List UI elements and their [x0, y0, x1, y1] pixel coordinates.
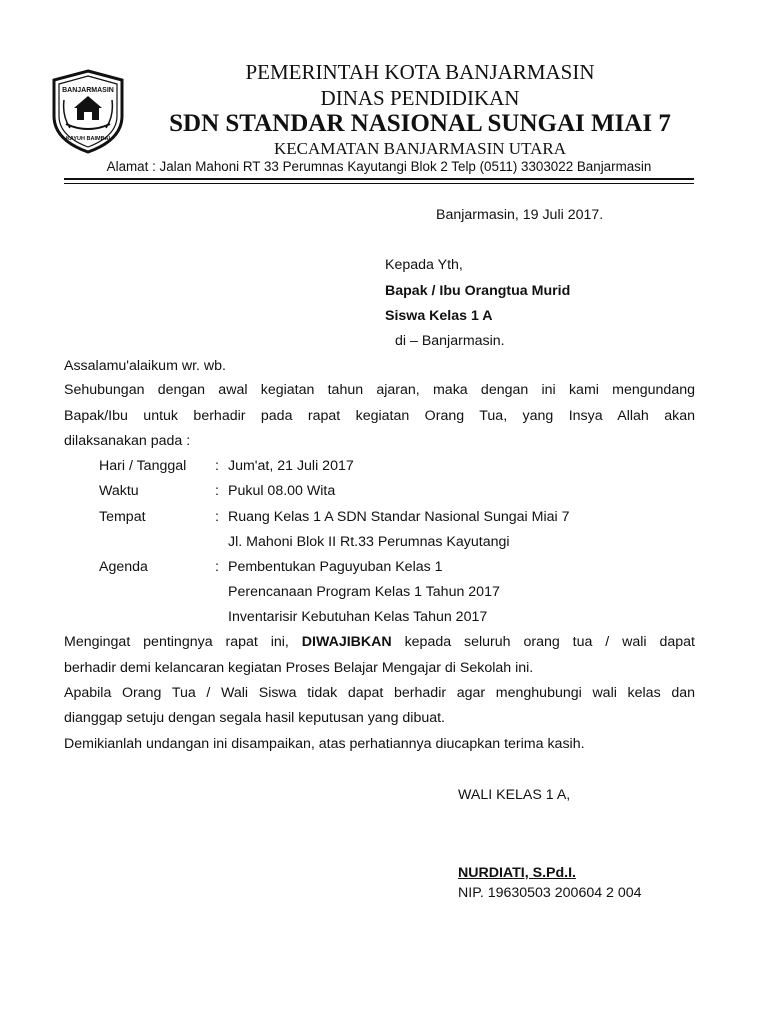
detail-colon: :: [215, 559, 219, 575]
detail-value-tempat-1: Ruang Kelas 1 A SDN Standar Nasional Sungai Miai 7: [228, 509, 570, 525]
absence-line-2: dianggap setuju dengan segala hasil keputusan yang dibuat.: [64, 710, 445, 726]
signature-title: WALI KELAS 1 A,: [458, 787, 571, 803]
svg-text:BANJARMASIN: BANJARMASIN: [62, 87, 114, 94]
detail-value-hari: Jum'at, 21 Juli 2017: [228, 458, 354, 474]
detail-colon: :: [215, 509, 219, 525]
detail-label-hari: Hari / Tanggal: [99, 458, 187, 474]
detail-value-tempat-2: Jl. Mahoni Blok II Rt.33 Perumnas Kayutangi: [228, 534, 510, 550]
letterhead-government: PEMERINTAH KOTA BANJARMASIN: [245, 60, 595, 84]
letterhead-department: DINAS PENDIDIKAN: [320, 86, 520, 110]
obligation-line-2: berhadir demi kelancaran kegiatan Proses Belajar Mengajar di Sekolah ini.: [64, 660, 534, 676]
recipient-location: di – Banjarmasin.: [395, 333, 505, 349]
absence-line-1: Apabila Orang Tua / Wali Siswa tidak dapat berhadir agar menghubungi wali kelas dan: [64, 685, 695, 701]
letterhead-school-name: SDN STANDAR NASIONAL SUNGAI MIAI 7: [169, 110, 671, 137]
detail-value-waktu: Pukul 08.00 Wita: [228, 483, 336, 499]
closing-sentence: Demikianlah undangan ini disampaikan, atas perhatiannya diucapkan terima kasih.: [64, 736, 585, 752]
detail-label-waktu: Waktu: [99, 483, 139, 499]
signature-name: NURDIATI, S.Pd.I.: [458, 865, 576, 881]
svg-text:KAYUH BAIMBAI: KAYUH BAIMBAI: [65, 136, 111, 142]
recipient-parents: Bapak / Ibu Orangtua Murid: [385, 283, 571, 299]
obligation-pre: Mengingat pentingnya rapat ini,: [64, 634, 289, 650]
detail-value-agenda-2: Perencanaan Program Kelas 1 Tahun 2017: [228, 584, 500, 600]
obligation-post: kepada seluruh orang tua / wali dapat: [404, 634, 695, 650]
recipient-class: Siswa Kelas 1 A: [385, 308, 493, 324]
obligation-emphasis: DIWAJIBKAN: [301, 634, 392, 650]
greeting: Assalamu'alaikum wr. wb.: [64, 358, 226, 374]
recipient-salutation: Kepada Yth,: [385, 257, 463, 273]
letterhead-divider-thick: [64, 178, 694, 180]
city-emblem-logo: [50, 68, 126, 154]
signature-nip: NIP. 19630503 200604 2 004: [458, 885, 642, 901]
banjarmasin-emblem-icon: [50, 68, 126, 154]
letter-date: Banjarmasin, 19 Juli 2017.: [436, 207, 604, 223]
letterhead-divider-thin: [64, 183, 694, 184]
detail-label-agenda: Agenda: [99, 559, 148, 575]
obligation-line-1: [64, 634, 695, 650]
letterhead-district: KECAMATAN BANJARMASIN UTARA: [274, 139, 566, 158]
intro-line-1: Sehubungan dengan awal kegiatan tahun ajaran, maka dengan ini kami mengundang: [64, 382, 695, 398]
detail-value-agenda-3: Inventarisir Kebutuhan Kelas Tahun 2017: [228, 609, 488, 625]
detail-colon: :: [215, 458, 219, 474]
detail-value-agenda-1: Pembentukan Paguyuban Kelas 1: [228, 559, 443, 575]
intro-line-3: dilaksanakan pada :: [64, 433, 191, 449]
intro-line-2: Bapak/Ibu untuk berhadir pada rapat kegiatan Orang Tua, yang Insya Allah akan: [64, 408, 695, 424]
detail-label-tempat: Tempat: [99, 509, 146, 525]
detail-colon: :: [215, 483, 219, 499]
letterhead-address: Alamat : Jalan Mahoni RT 33 Perumnas Kayutangi Blok 2 Telp (0511) 3303022 Banjarmasin: [106, 159, 652, 174]
